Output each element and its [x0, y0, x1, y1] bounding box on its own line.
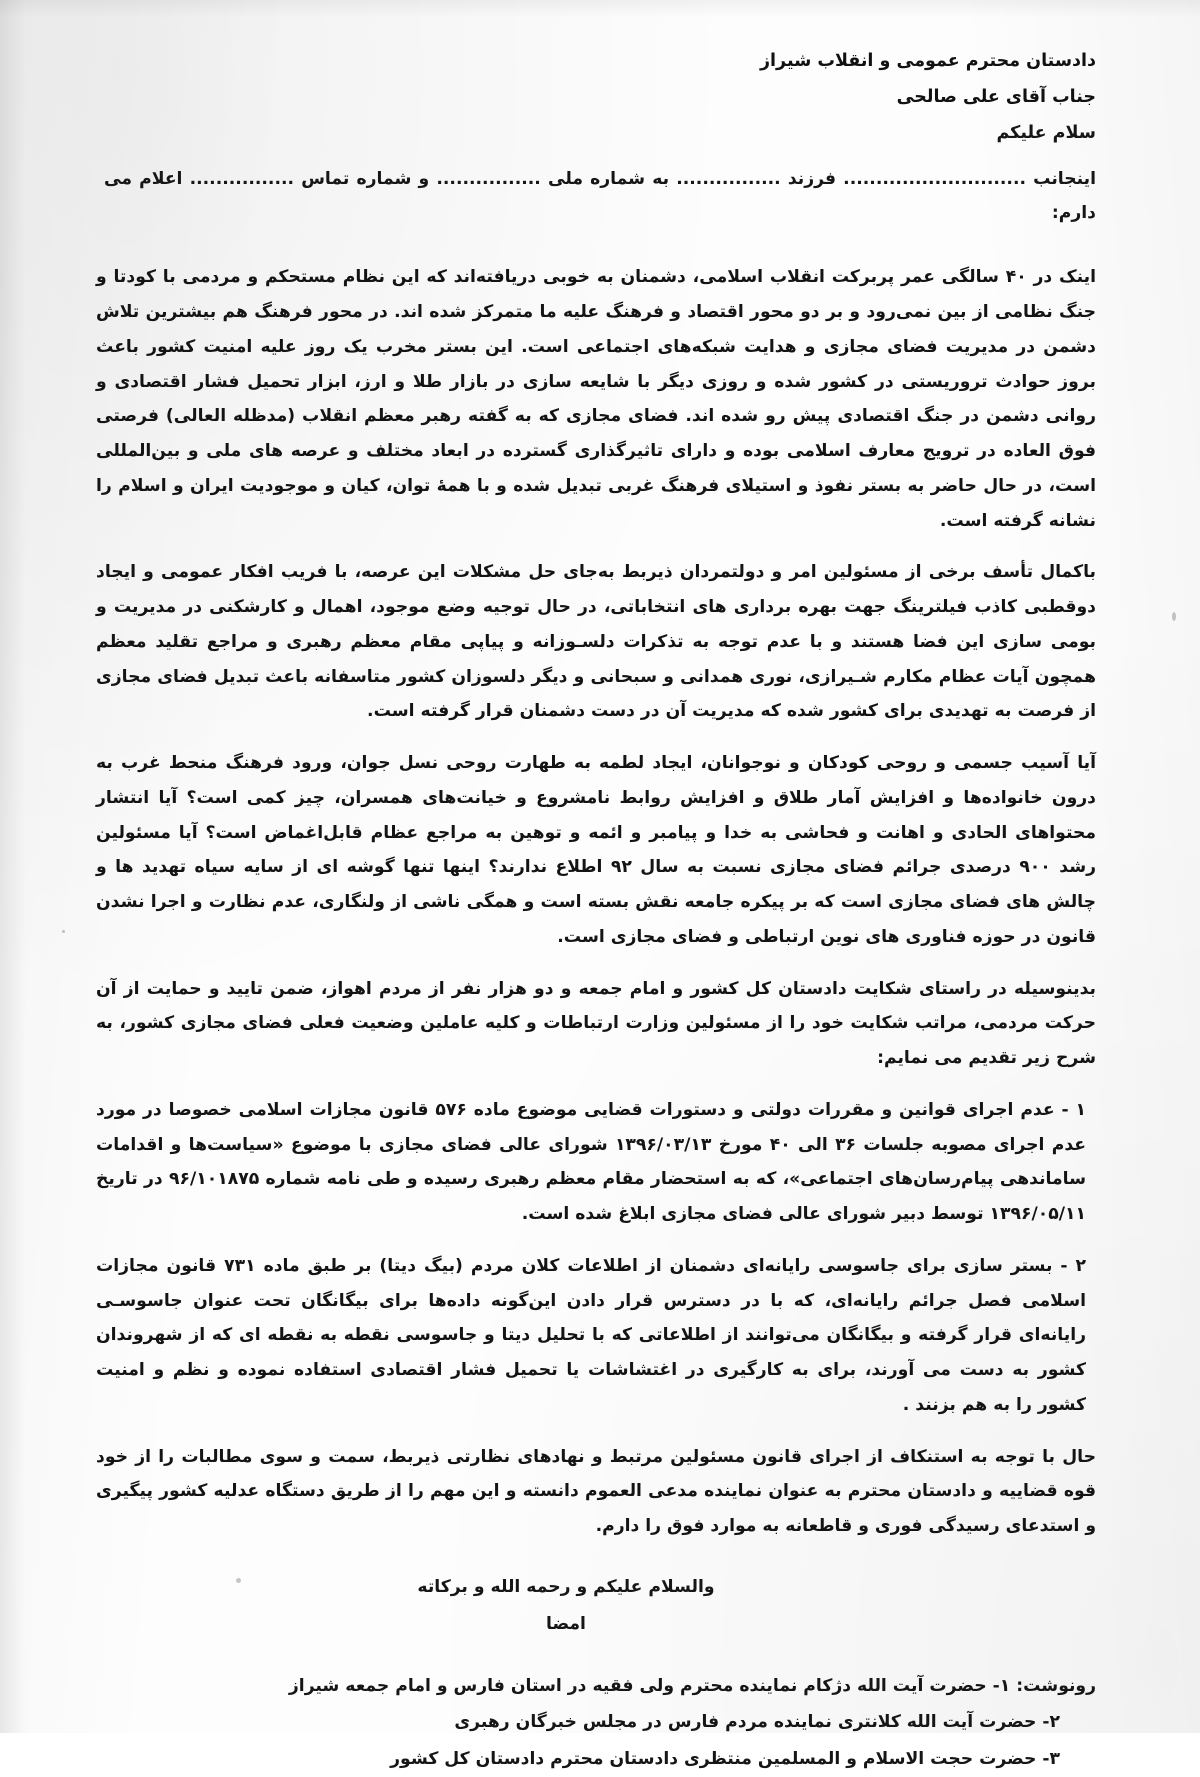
- farewell-line: والسلام علیکم و رحمه الله و برکاته: [417, 1576, 715, 1597]
- letter-header: [96, 44, 1096, 152]
- greeting-line: سلام علیکم: [996, 122, 1096, 143]
- cc-line-2: ۲- حضرت آیت الله کلانتری نماینده مردم فارس در مجلس خبرگان رهبری: [454, 1712, 1060, 1733]
- body-paragraph-4: بدینوسیله در راستای شکایت دادستان کل کشور و امام جمعه و دو هزار نفر از مردم اهواز، ضمن تایید و حمایت از آن حرکت مردمی، مراتب شکایت خود را از مسئولین وزارت ارتباطات و کلیه عاملین وضعیت فعلی فضای مجازی کشور، به شرح زیر تقدیم می نمایم:: [96, 978, 1096, 1069]
- complaint-item-1: ۱ - عدم اجرای قوانین و مقررات دولتی و دستورات قضایی موضوع ماده ۵۷۶ قانون مجازات اسلامی خصوصا در مورد عدم اجرای مصوبه جلسات ۳۶ الی ۴۰ مورخ ۱۳۹۶/۰۳/۱۳ شورای عالی فضای مجازی با موضوع «سیاست‌ها و اقدامات ساماندهی پیام‌رسان‌های اجتماعی»، که به استحضار مقام معظم رهبری رسیده و طی نامه شماره ۹۶/۱۰۱۸۷۵ در تاریخ ۱۳۹۶/۰۵/۱۱ توسط دبیر شورای عالی فضای مجازی ابلاغ شده است.: [96, 1099, 1087, 1225]
- recipient-title: دادستان محترم عمومی و انقلاب شیراز: [759, 51, 1096, 71]
- body-paragraph-2: باکمال تأسف برخی از مسئولین امر و دولتمردان ذیربط به‌جای حل مشکلات این عرصه، با فریب افکار عمومی و ایجاد دوقطبی کاذب فیلترینگ جهت بهره برداری های انتخاباتی، در حال توجیه وضع موجود، اهمال و کارشکنی در مدیریت و بومی سازی این فضا هستند و با عدم توجه به تذکرات دلسـوزانه و پیاپی مقام معظم رهبری و مراجع تقلید معظم همچون آیات عظام مکارم شـیرازی، نوری همدانی و سبحانی و دیگر دلسوزان کشور متاسفانه باعث تبدیل فضای مجازی از فرصت به تهدیدی برای کشور شده که مدیریت آن در دست دشمنان قرار گرفته است.: [96, 562, 1096, 722]
- cc-line-1: رونوشت: ۱- حضرت آیت الله دژکام نماینده محترم ولی فقیه در استان فارس و امام جمعه شیراز: [288, 1676, 1096, 1697]
- complaint-item-2: ۲ - بستر سازی برای جاسوسی رایانه‌ای دشمنان از اطلاعات کلان مردم (بیگ دیتا) بر طبق ماده ۷۳۱ قانون مجازات اسلامی فصل جرائم رایانه‌ای، که با در دسترس قرار دادن این‌گونه داده‌ها برای بیگانگان تحت عنوان جاسوسـی رایانه‌ای قرار گرفته و بیگانگان می‌توانند از اطلاعاتی که با تحلیل دیتا و جاسوسی نقطه به نقطه ای که از شهروندان کشور به دست می آورند، برای به کارگیری در اغتشاشات یا تحمیل فشار اقتصادی استفاده نموده و نظم و امنیت کشور را به هم بزنند .: [96, 1255, 1086, 1415]
- body-paragraph-1: اینک در ۴۰ سالگی عمر پربرکت انقلاب اسلامی، دشمنان به خوبی دریافته‌اند که این نظام مستحکم و مردمی با کودتا و جنگ نظامی از بین نمی‌رود و بر دو محور اقتصاد و فرهنگ علیه ما متمرکز شده اند. در محور فرهنگ هم بیشترین تلاش دشمن در مدیریت فضای مجازی و هدایت شبکه‌های اجتماعی است. این بستر مخرب یک روز علیه امنیت کشور باعث بروز حوادث تروریستی در کشور شده و روزی دیگر با شایعه سازی در بازار طلا و ارز، ابزار تحمیل فشار اقتصادی و روانی دشمن در جنگ اقتصادی پیش رو شده اند. فضای مجازی که به گفته رهبر معظم انقلاب (مدظله العالی) فرصتی فوق العاده در ترویج معارف اسلامی بوده و دارای تاثیرگذاری گسترده در ابعاد مختلف و عرصه های ملی و بین‌المللی است، در حال حاضر به بستر نفوذ و استیلای فرهنگ غربی تبدیل شده و با همهٔ توان، کیان و موجودیت ایران و اسلام را نشانه گرفته است.: [96, 267, 1096, 531]
- identity-fill-line: اینجانب ............................ فرزند ................ به شماره ملی ................ و شماره تماس ................ اعلام می دارم:: [104, 168, 1096, 224]
- body-paragraph-5: حال با توجه به استنکاف از اجرای قانون مسئولین مرتبط و نهادهای نظارتی ذیربط، سمت و سوی مطالبات را از خود قوه قضاییه و دادستان محترم به عنوان نماینده مدعی العموم دانسته و این مهم را از طریق دستگاه عدلیه کشور پیگیری و استدعای رسیدگی فوری و قاطعانه به موارد فوق را دارم.: [96, 1446, 1096, 1537]
- cc-line-3: ۳- حضرت حجت الاسلام و المسلمین منتظری دادستان محترم دادستان کل کشور: [390, 1748, 1060, 1769]
- recipient-name: جناب آقای علی صالحی: [896, 86, 1096, 107]
- signature-label: امضا: [546, 1614, 586, 1635]
- body-paragraph-3: آیا آسیب جسمی و روحی کودکان و نوجوانان، ایجاد لطمه به طهارت روحی نسل جوان، ورود فرهنگ منحط غرب به درون خانواده‌ها و افزایش آمار طلاق و افزایش روابط نامشروع و خیانت‌های همسران، چیز کمی است؟ آیا انتشار محتواهای الحادی و اهانت و فحاشی به خدا و پیامبر و ائمه و توهین به مراجع عظام قابل‌اغماض است؟ آیا مسئولین رشد ۹۰۰ درصدی جرائم فضای مجازی نسبت به سال ۹۲ اطلاع ندارند؟ اینها تنها گوشه ای از سایه سیاه تهدید ها و چالش های فضای مجازی است که بر پیکره جامعه نقش بسته است و همگی ناشی از ولنگاری، عدم نظارت و اجرا نشدن قانون در حوزه فناوری های نوین ارتباطی و فضای مجازی است.: [96, 753, 1096, 947]
- carbon-copy-block: [96, 1668, 1096, 1776]
